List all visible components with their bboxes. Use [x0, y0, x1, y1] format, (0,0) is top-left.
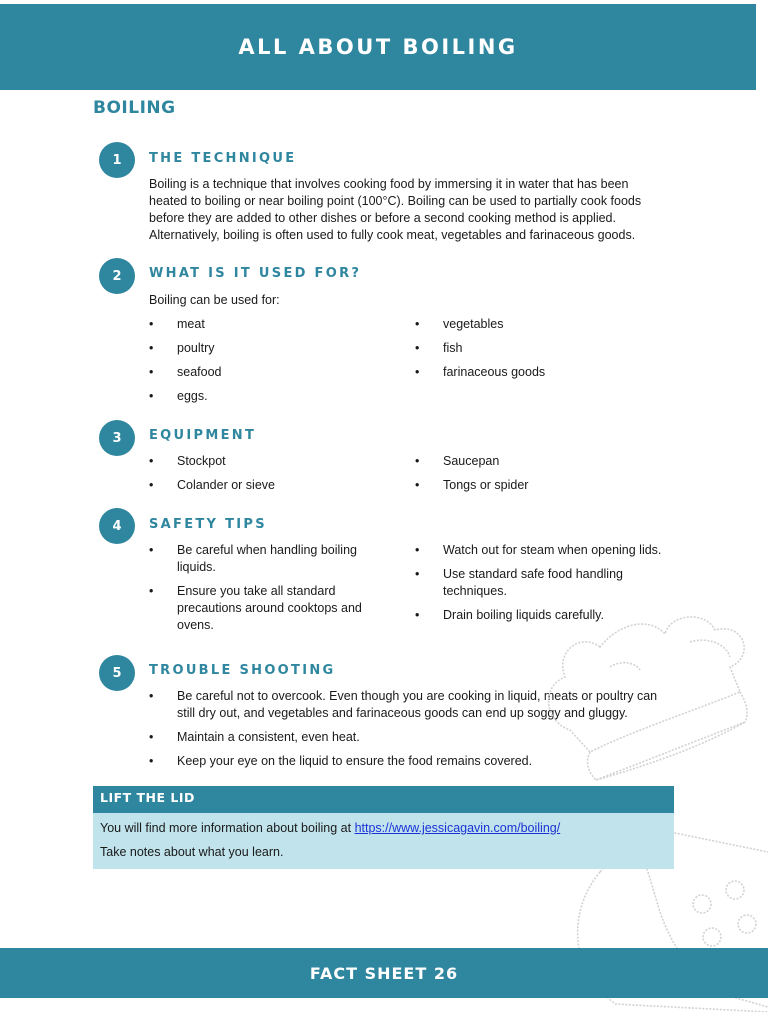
list-item: • Watch out for steam when opening lids. [415, 542, 665, 559]
page-banner [0, 4, 756, 90]
list-item: • Be careful when handling boiling liquids. [149, 542, 384, 576]
lift-the-lid-header: LIFT THE LID [93, 786, 674, 813]
page-subtitle: BOILING [93, 98, 176, 118]
lift-the-lid-line1 [100, 820, 667, 837]
list-item: • meat [149, 316, 379, 333]
section-number-badge: 2 [99, 258, 135, 294]
page-footer [0, 948, 768, 998]
list-item: • Drain boiling liquids carefully. [415, 607, 665, 624]
lift-the-lid-line2: Take notes about what you learn. [100, 845, 284, 859]
uses-list-right [415, 316, 665, 381]
section-number-badge: 3 [99, 420, 135, 456]
list-item: • vegetables [415, 316, 665, 333]
list-item: • fish [415, 340, 665, 357]
section-number-badge: 4 [99, 508, 135, 544]
uses-intro: Boiling can be used for: [149, 293, 280, 307]
section-number-badge: 5 [99, 655, 135, 691]
safety-list-left [149, 542, 384, 634]
list-item: • farinaceous goods [415, 364, 665, 381]
list-item: • seafood [149, 364, 379, 381]
section-title-technique: THE TECHNIQUE [149, 151, 297, 166]
section-title-uses: WHAT IS IT USED FOR? [149, 266, 362, 281]
page-title: ALL ABOUT BOILING [238, 35, 518, 59]
list-item: • Keep your eye on the liquid to ensure the food remains covered. [149, 753, 674, 770]
fact-sheet-label: FACT SHEET 26 [309, 963, 459, 983]
list-item: • Be careful not to overcook. Even though you are cooking in liquid, meats or poultry can still dry out, and vegetables and farinaceous goods can end up soggy and gluggy. [149, 688, 674, 722]
list-item: • Ensure you take all standard precautions around cooktops and ovens. [149, 583, 384, 634]
list-item: • Use standard safe food handling techniques. [415, 566, 665, 600]
technique-paragraph: Boiling is a technique that involves cooking food by immersing it in water that has been heated to boiling or near boiling point (100°C). Boiling can be used to partially cook foods before they are added to other dishes or before a second cooking method is applied. Alternatively, boiling is often used to fully cook meat, vegetables and farinaceous goods. [149, 177, 642, 242]
boiling-info-link[interactable]: https://www.jessicagavin.com/boiling/ [354, 821, 561, 835]
list-item: • Saucepan [415, 453, 665, 470]
equipment-list-left [149, 453, 379, 494]
section-title-troubleshooting: TROUBLE SHOOTING [149, 663, 336, 678]
lift-the-lid-panel [93, 813, 674, 869]
list-item: • Stockpot [149, 453, 379, 470]
list-item: • eggs. [149, 388, 379, 405]
lift-the-lid-text: You will find more information about boiling at [100, 821, 355, 835]
equipment-list-right [415, 453, 665, 494]
list-item: • poultry [149, 340, 379, 357]
uses-list-left [149, 316, 379, 405]
section-title-equipment: EQUIPMENT [149, 428, 257, 443]
list-item: • Tongs or spider [415, 477, 665, 494]
section-title-safety: SAFETY TIPS [149, 517, 267, 532]
section-number-badge: 1 [99, 142, 135, 178]
list-item: • Colander or sieve [149, 477, 379, 494]
list-item: • Maintain a consistent, even heat. [149, 729, 674, 746]
